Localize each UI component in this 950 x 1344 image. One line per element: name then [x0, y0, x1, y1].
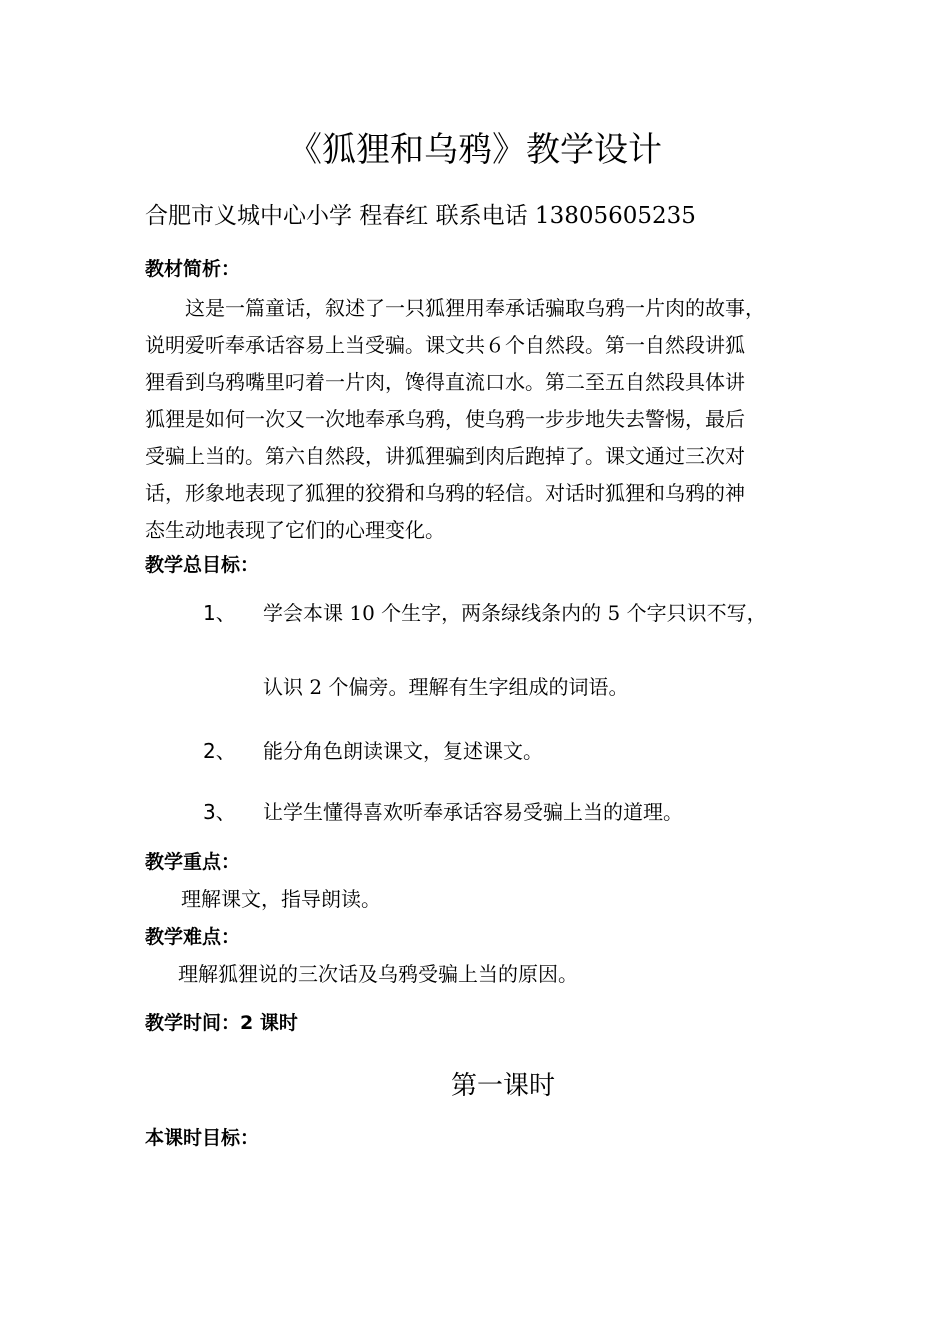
lesson-objectives-heading: 本课时目标： [145, 1127, 260, 1149]
goal-text-continued: 认识 2 个偏旁。理解有生字组成的词语。 [263, 675, 629, 699]
goal-text: 让学生懂得喜欢听奉承话容易受骗上当的道理。 [263, 800, 683, 824]
analysis-line: 态生动地表现了它们的心理变化。 [145, 518, 445, 542]
goals-heading: 教学总目标： [145, 554, 260, 576]
author-line: 合肥市义城中心小学 程春红 联系电话 13805605235 [145, 203, 696, 229]
difficulty-text: 理解狐狸说的三次话及乌鸦受骗上当的原因。 [178, 962, 578, 986]
document-title: 《狐狸和乌鸦》教学设计 [288, 130, 662, 170]
analysis-line: 狸看到乌鸦嘴里叼着一片肉，馋得直流口水。第二至五自然段具体讲 [145, 370, 745, 394]
analysis-line: 受骗上当的。第六自然段，讲狐狸骗到肉后跑掉了。课文通过三次对 [145, 444, 745, 468]
analysis-paragraph [145, 290, 810, 549]
analysis-line: 这是一篇童话，叙述了一只狐狸用奉承话骗取乌鸦一片肉的故事， [145, 296, 765, 320]
key-point-heading: 教学重点： [145, 851, 241, 873]
analysis-line: 话，形象地表现了狐狸的狡猾和乌鸦的轻信。对话时狐狸和乌鸦的神 [145, 481, 745, 505]
key-point-text: 理解课文，指导朗读。 [181, 887, 381, 911]
analysis-heading: 教材简析： [145, 258, 241, 280]
goal-text: 能分角色朗读课文，复述课文。 [263, 739, 543, 763]
teaching-time: 教学时间：2 课时 [145, 1012, 298, 1034]
analysis-line: 狐狸是如何一次又一次地奉承乌鸦，使乌鸦一步步地失去警惕，最后 [145, 407, 745, 431]
goal-number: 3、 [203, 800, 236, 824]
goal-number: 1、 [203, 601, 236, 625]
analysis-line: 说明爱听奉承话容易上当受骗。课文共６个自然段。第一自然段讲狐 [145, 333, 745, 357]
goal-text: 学会本课 10 个生字，两条绿线条内的 5 个字只识不写， [263, 601, 767, 625]
difficulty-heading: 教学难点： [145, 926, 241, 948]
lesson-title: 第一课时 [450, 1071, 555, 1101]
goal-number: 2、 [203, 739, 236, 763]
